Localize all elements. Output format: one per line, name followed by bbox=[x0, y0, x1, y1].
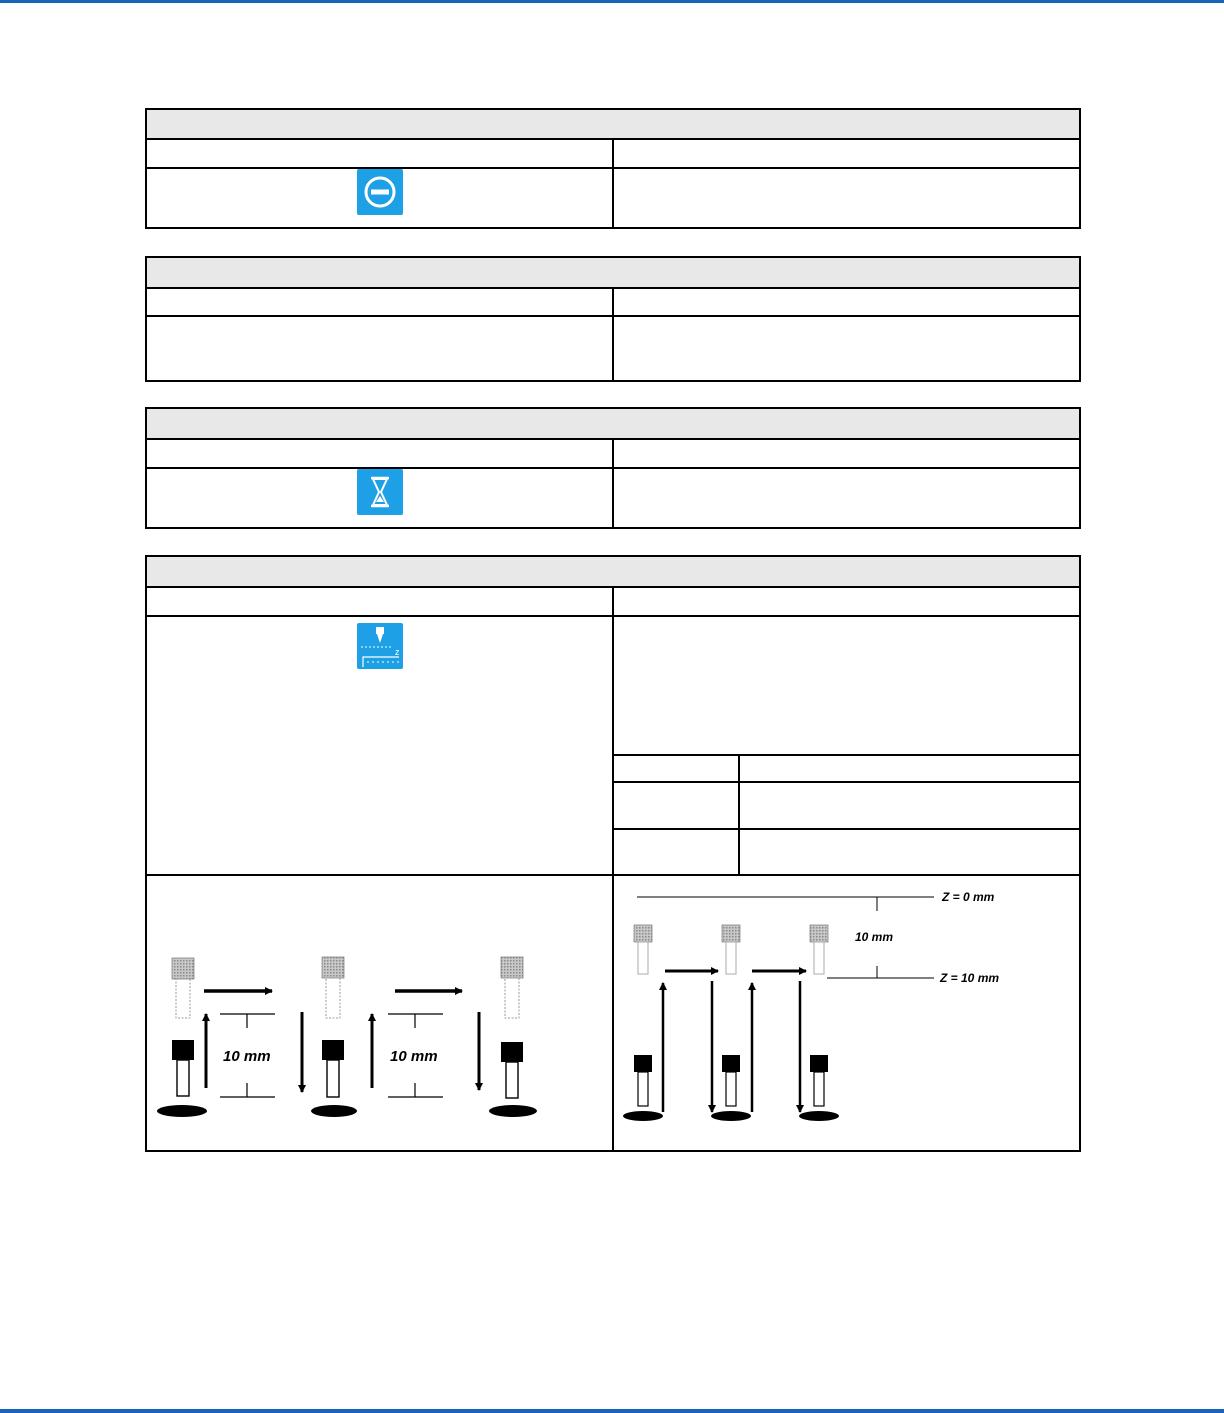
top-rule bbox=[0, 0, 1224, 3]
dispense-tip bbox=[634, 1055, 652, 1106]
substrate-spot bbox=[799, 1111, 839, 1121]
svg-text:z: z bbox=[394, 647, 399, 657]
table-description-cell bbox=[613, 616, 1080, 875]
table-icon-cell bbox=[146, 468, 613, 528]
substrate-spot bbox=[311, 1105, 357, 1117]
distance-label-1: 10 mm bbox=[223, 1048, 271, 1065]
diagram-cell bbox=[146, 875, 1080, 1151]
distance-label-2: 10 mm bbox=[390, 1048, 438, 1065]
table-label-cell bbox=[146, 139, 613, 168]
table-value-cell bbox=[613, 439, 1080, 468]
table-header bbox=[146, 556, 1080, 587]
needle-tool bbox=[172, 958, 194, 1018]
z-top-label: Z = 0 mm bbox=[942, 890, 995, 904]
command-table-2 bbox=[145, 256, 1081, 382]
table-description-cell bbox=[613, 468, 1080, 528]
table-label-cell bbox=[146, 439, 613, 468]
motion-diagrams bbox=[147, 876, 1079, 1150]
table-header bbox=[146, 257, 1080, 288]
parameter-value-cell bbox=[739, 755, 1079, 782]
left-diagram bbox=[157, 957, 537, 1117]
needle-z-height-icon bbox=[357, 623, 403, 669]
parameter-name-cell bbox=[614, 829, 739, 874]
command-table-1 bbox=[145, 108, 1081, 229]
needle-tool bbox=[322, 957, 344, 1018]
dispense-tip bbox=[322, 1040, 344, 1097]
table-label-cell bbox=[146, 288, 613, 316]
table-icon-cell bbox=[146, 168, 613, 228]
stop-circle-icon bbox=[357, 169, 403, 215]
table-header bbox=[146, 109, 1080, 139]
table-value-cell bbox=[613, 288, 1080, 316]
substrate-spot bbox=[489, 1105, 537, 1117]
table-description-cell bbox=[613, 168, 1080, 228]
parameter-value-cell bbox=[739, 782, 1079, 829]
needle-tool bbox=[634, 925, 652, 974]
substrate-spot bbox=[711, 1111, 751, 1121]
table-value-cell bbox=[613, 587, 1080, 616]
dispense-tip bbox=[722, 1055, 740, 1106]
right-diagram bbox=[623, 890, 999, 1121]
dispense-tip bbox=[501, 1042, 523, 1098]
needle-tool bbox=[501, 957, 523, 1018]
table-value-cell bbox=[613, 139, 1080, 168]
parameter-value-cell bbox=[739, 829, 1079, 874]
parameter-table bbox=[614, 754, 1079, 874]
hourglass-icon bbox=[357, 469, 403, 515]
description-area bbox=[614, 617, 1079, 754]
parameter-name-cell bbox=[614, 755, 739, 782]
substrate-spot bbox=[157, 1105, 207, 1117]
table-label-cell bbox=[146, 587, 613, 616]
distance-label: 10 mm bbox=[855, 930, 894, 944]
bottom-rule bbox=[0, 1409, 1224, 1413]
table-header bbox=[146, 408, 1080, 439]
substrate-spot bbox=[623, 1111, 663, 1121]
needle-tool bbox=[722, 925, 740, 974]
table-description-cell bbox=[613, 316, 1080, 381]
command-table-3 bbox=[145, 407, 1081, 529]
table-icon-cell bbox=[146, 316, 613, 381]
z-bottom-label: Z = 10 mm bbox=[940, 971, 1000, 985]
needle-tool bbox=[810, 925, 828, 974]
dispense-tip bbox=[810, 1055, 828, 1106]
table-icon-cell bbox=[146, 616, 613, 875]
command-table-4 bbox=[145, 555, 1081, 1152]
parameter-name-cell bbox=[614, 782, 739, 829]
dispense-tip bbox=[172, 1040, 194, 1096]
